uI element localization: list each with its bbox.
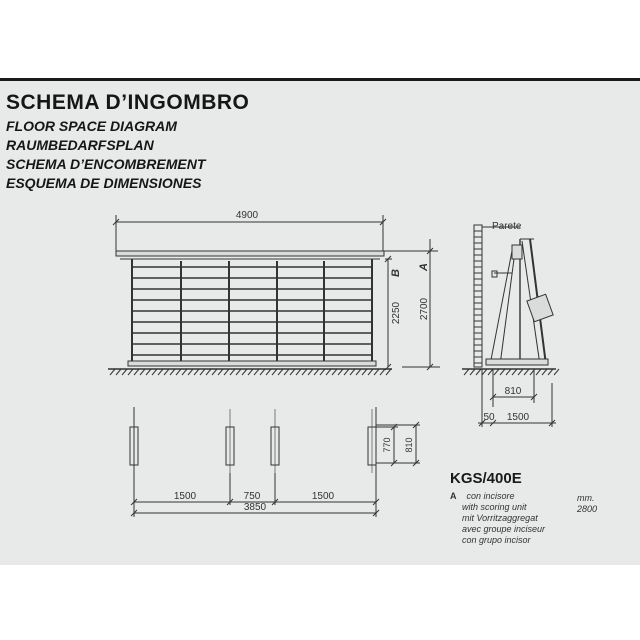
ground-hatch [308,369,313,375]
heading-italian: SCHEMA D’INGOMBRO [6,91,250,114]
ground-hatch [506,369,511,375]
ground-hatch [548,369,553,375]
side-gap-label: 50 [483,412,495,423]
side-depth-label: 810 [504,386,522,397]
front-letter-a: A [418,263,430,271]
plan-vert-2: 810 [404,437,414,453]
plan-total: 3850 [243,502,267,513]
ground-hatch [206,369,211,375]
ground-hatch [476,369,481,375]
ground-hatch [542,369,547,375]
ground-hatch [488,369,493,375]
ground-hatch [200,369,205,375]
ground-hatch [512,369,517,375]
ground-hatch [266,369,271,375]
plan-dim-2: 750 [243,491,261,502]
heading-french: SCHEMA D’ENCOMBREMENT [6,156,206,172]
ground-hatch [224,369,229,375]
ground-hatch [380,369,385,375]
ground-hatch [188,369,193,375]
ground-hatch [494,369,499,375]
ground-hatch [176,369,181,375]
ground-hatch [326,369,331,375]
ground-hatch [140,369,145,375]
front-view [108,215,440,375]
ground-hatch [218,369,223,375]
ground-hatch [344,369,349,375]
ground-hatch [134,369,139,375]
ground-hatch [524,369,529,375]
ground-hatch [500,369,505,375]
ground-hatch [110,369,115,375]
ground-hatch [314,369,319,375]
ground-hatch [170,369,175,375]
ground-hatch [368,369,373,375]
ground-hatch [212,369,217,375]
ground-hatch [242,369,247,375]
ground-hatch [122,369,127,375]
front-letter-b: B [390,269,402,277]
side-space-label: 1500 [506,412,530,423]
heading-spanish: ESQUEMA DE DIMENSIONES [6,175,202,191]
ground-hatch [146,369,151,375]
legend-line-4: avec groupe inciseur [462,524,546,534]
ground-hatch [230,369,235,375]
ground-hatch [194,369,199,375]
ground-hatch [254,369,259,375]
front-height-b-label: 2250 [391,301,402,325]
legend-line-5: con grupo incisor [462,535,531,545]
legend-line-1: con incisore [466,491,515,501]
ground-hatch [284,369,289,375]
ground-hatch [536,369,541,375]
ground-hatch [332,369,337,375]
ground-hatch [128,369,133,375]
heading-english: FLOOR SPACE DIAGRAM [6,118,177,134]
legend-letter: A [450,491,457,501]
ground-hatch [482,369,487,375]
ground-hatch [278,369,283,375]
ground-hatch [182,369,187,375]
front-width-label: 4900 [235,210,259,221]
ground-hatch [116,369,121,375]
ground-hatch [350,369,355,375]
ground-hatch [386,369,391,375]
legend-value: mm. 2800 [577,493,598,514]
ground-hatch [248,369,253,375]
ground-hatch [470,369,475,375]
ground-hatch [464,369,469,375]
ground-hatch [320,369,325,375]
ground-hatch [338,369,343,375]
ground-hatch [272,369,277,375]
legend-line-2: with scoring unit [462,502,527,512]
front-height-a-label: 2700 [419,297,430,321]
heading-german: RAUMBEDARFSPLAN [6,137,154,153]
ground-hatch [164,369,169,375]
wall-label: Parete [492,221,522,232]
legend [450,491,598,546]
ground-hatch [518,369,523,375]
ground-hatch [152,369,157,375]
ground-hatch [290,369,295,375]
ground-hatch [302,369,307,375]
diagram-sheet [0,78,640,565]
ground-hatch [362,369,367,375]
ground-hatch [236,369,241,375]
model-number: KGS/400E [450,470,522,487]
ground-hatch [554,369,559,375]
ground-hatch [296,369,301,375]
ground-hatch [260,369,265,375]
plan-dim-1: 1500 [173,491,197,502]
plan-dim-3: 1500 [311,491,335,502]
ground-hatch [158,369,163,375]
ground-hatch [356,369,361,375]
legend-line-3: mit Vorritzaggregat [462,513,538,523]
ground-hatch [374,369,379,375]
plan-vert-1: 770 [382,437,392,453]
